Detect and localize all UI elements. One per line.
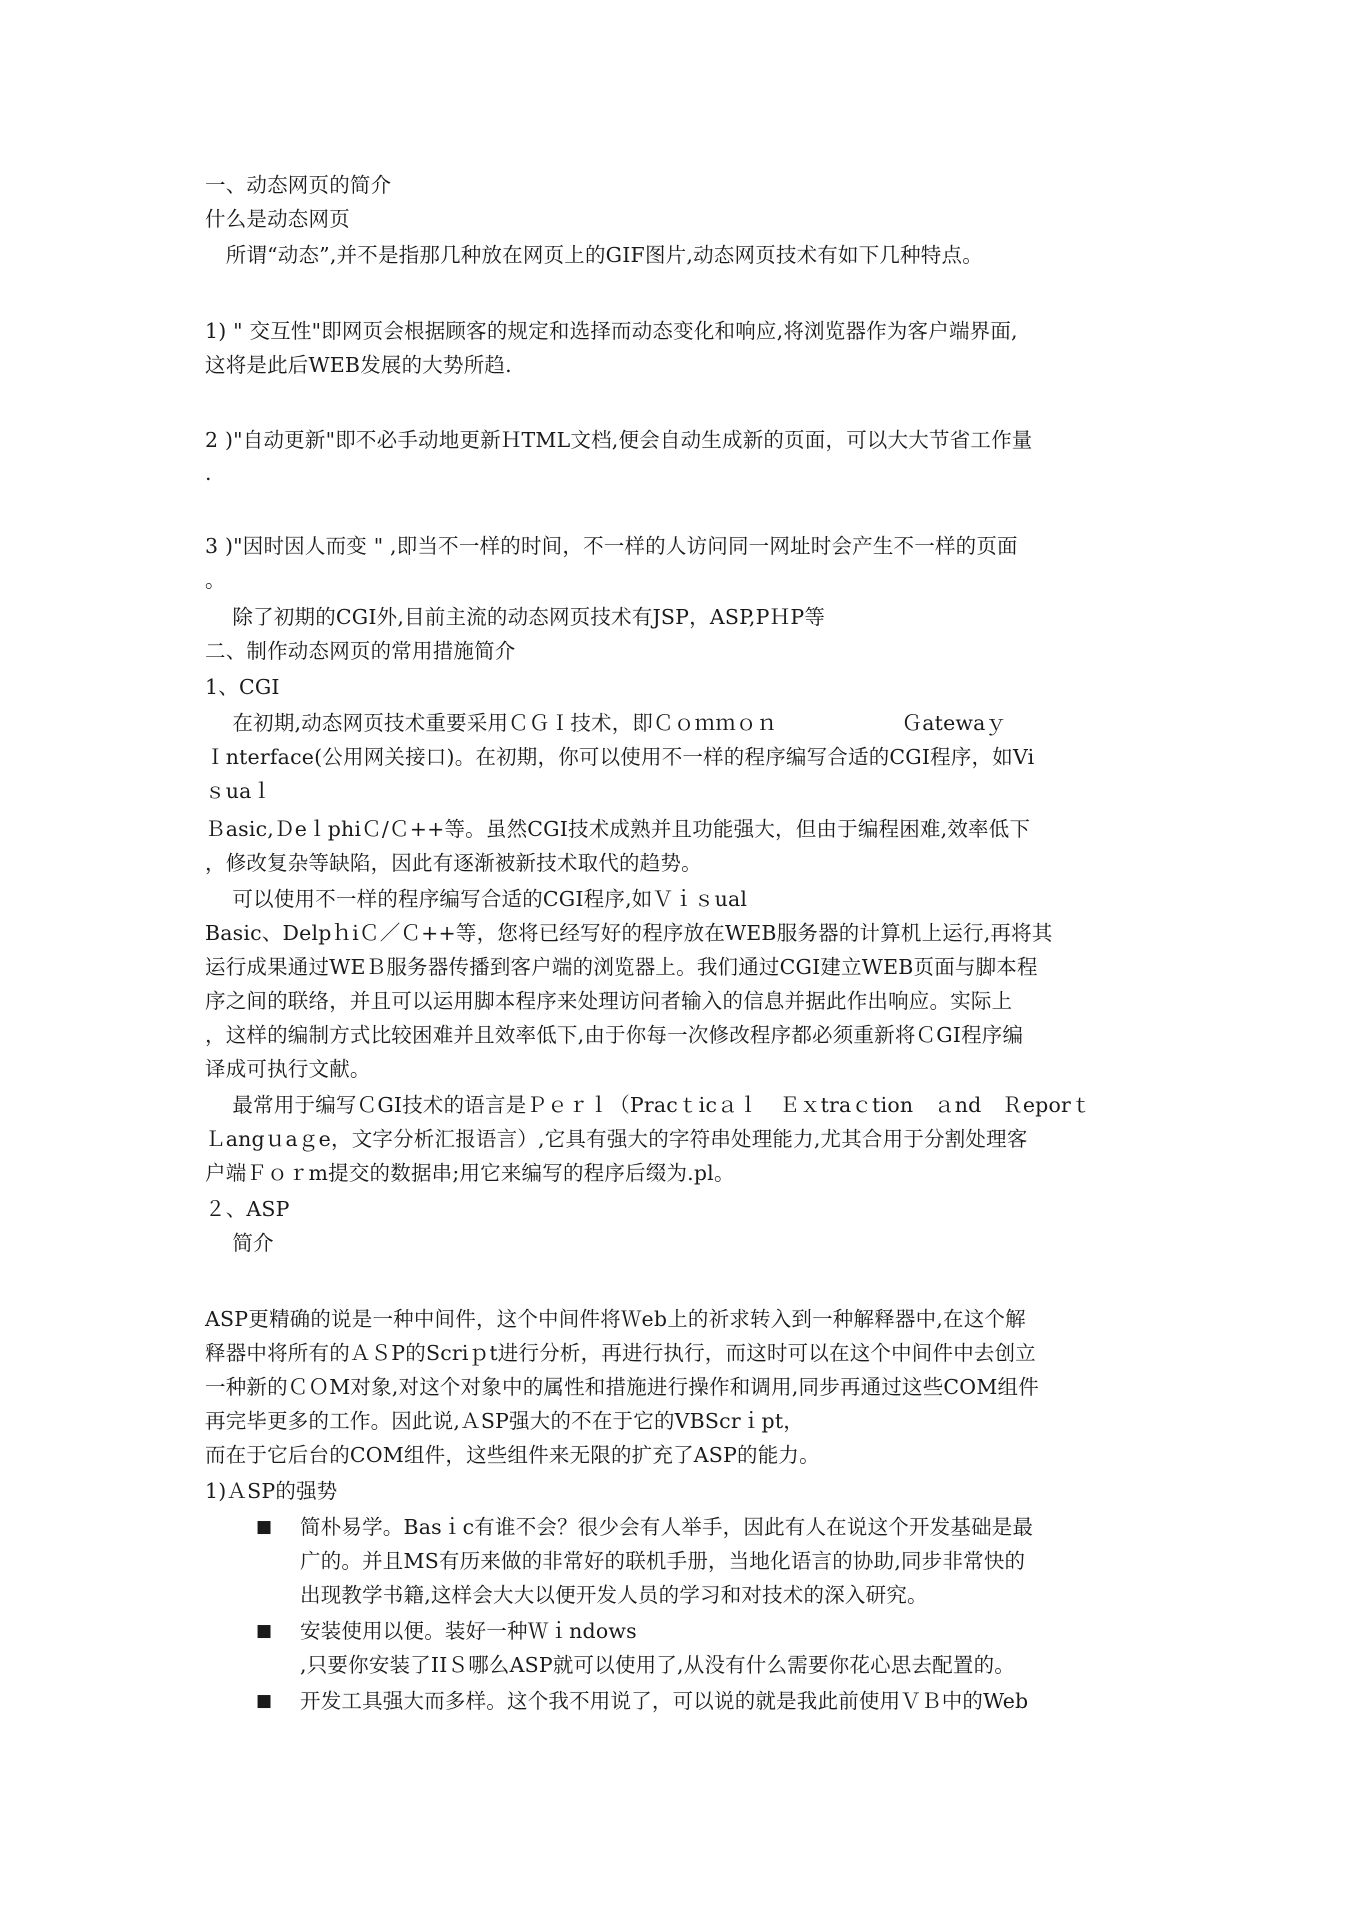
- bullet-icon: ■: [256, 1517, 273, 1537]
- paragraph-line: 一种新的ＣＯM对象,对这个对象中的属性和措施进行操作和调用,同步再通过这些COM组件: [205, 1375, 1039, 1399]
- paragraph-line: 所谓“动态”,并不是指那几种放在网页上的GIF图片,动态网页技术有如下几种特点。: [205, 243, 983, 267]
- bullet-icon: ■: [256, 1621, 273, 1641]
- paragraph-line: 释器中将所有的ＡＳP的Scriｐt进行分析，再进行执行，而这时可以在这个中间件中去创立: [205, 1341, 1037, 1365]
- list-item-2-line: 2 )"自动更新"即不必手动地更新ＨTML文档,便会自动生成新的页面，可以大大节省工作量: [205, 428, 1033, 452]
- list-item-3-line: 3 )"因时因人而变 " ,即当不一样的时间，不一样的人访问同一网址时会产生不一样的页面: [205, 534, 1018, 558]
- bullet-icon: ■: [256, 1691, 273, 1711]
- subheading-asp-strengths: 1)ＡSP的强势: [205, 1479, 338, 1503]
- paragraph-line: Ｌangｕaｇe，文字分析汇报语言）,它具有强大的字符串处理能力,尤其合用于分割处理客: [205, 1127, 1028, 1151]
- paragraph-line: ｓuaｌ: [205, 779, 273, 803]
- section-heading-1: 一、动态网页的简介: [205, 173, 392, 197]
- bullet-item-1-line: 简朴易学。Basｉc有谁不会？很少会有人举手，因此有人在说这个开发基础是最: [300, 1515, 1034, 1539]
- paragraph-line: Basic、DelpｈiＣ／Ｃ++等，您将已经写好的程序放在WEB服务器的计算机上运行,再将其: [205, 921, 1053, 945]
- list-item-1-line: 1) " 交互性"即网页会根据顾客的规定和选择而动态变化和响应,将浏览器作为客户端界面,: [205, 319, 1018, 343]
- paragraph-line: 序之间的联络，并且可以运用脚本程序来处理访问者输入的信息并据此作出响应。实际上: [205, 989, 1013, 1013]
- paragraph-line: ASP更精确的说是一种中间件，这个中间件将Ｗeb上的祈求转入到一种解释器中,在这个解: [205, 1307, 1026, 1331]
- bullet-item-2-line: ,只要你安装了IIＳ哪么ASP就可以使用了,从没有什么需要你花心思去配置的。: [300, 1653, 1015, 1677]
- paragraph-line: 再完毕更多的工作。因此说,ＡSP强大的不在于它的VBScrｉpt，: [205, 1409, 805, 1433]
- list-item-3-line: 。: [205, 568, 226, 592]
- paragraph-line: ，这样的编制方式比较困难并且效率低下,由于你每一次修改程序都必须重新将ＣGI程序编: [205, 1023, 1024, 1047]
- paragraph-line: 运行成果通过WEＢ服务器传播到客户端的浏览器上。我们通过CGI建立WEB页面与脚本程: [205, 955, 1038, 979]
- paragraph-line: ，修改复杂等缺陷，因此有逐渐被新技术取代的趋势。: [205, 851, 702, 875]
- list-item-1-line: 这将是此后WEB发展的大势所趋.: [205, 353, 512, 377]
- paragraph-line: 除了初期的CGI外,目前主流的动态网页技术有JSP，ASP,PＨP等: [205, 605, 826, 629]
- paragraph-line: Ｂasic,ＤeｌphiＣ/Ｃ++等。虽然CGI技术成熟并且功能强大，但由于编程困难,效率低下: [205, 817, 1031, 841]
- subheading-asp: ２、ASP: [205, 1197, 290, 1221]
- list-item-2-line: .: [205, 461, 212, 485]
- paragraph-line: 而在于它后台的COM组件，这些组件来无限的扩充了ASP的能力。: [205, 1443, 820, 1467]
- paragraph-line: 户端Ｆｏｒm提交的数据串;用它来编写的程序后缀为.pl。: [205, 1161, 735, 1185]
- paragraph-line: 最常用于编写ＣGI技术的语言是Ｐｅｒｌ（Pracｔicａｌ Ｅｘtraｃtion ａnd Ｒeporｔ: [205, 1093, 1092, 1117]
- bullet-item-1-line: 广的。并且MS有历来做的非常好的联机手册，当地化语言的协助,同步非常快的: [300, 1549, 1026, 1573]
- bullet-item-3-line: 开发工具强大而多样。这个我不用说了，可以说的就是我此前使用ＶＢ中的Web: [300, 1689, 1029, 1713]
- paragraph-line: Ｉnterface(公用网关接口)。在初期，你可以使用不一样的程序编写合适的CGI程序，如Vi: [205, 745, 1035, 769]
- paragraph-line: 译成可执行文献。: [205, 1057, 371, 1081]
- subheading-intro: 简介: [205, 1231, 274, 1255]
- subheading-cgi: 1、CGI: [205, 675, 280, 699]
- section-heading-2: 二、制作动态网页的常用措施简介: [205, 639, 516, 663]
- paragraph-line: 可以使用不一样的程序编写合适的CGI程序,如Ｖｉｓual: [205, 887, 748, 911]
- bullet-item-1-line: 出现教学书籍,这样会大大以便开发人员的学习和对技术的深入研究。: [300, 1583, 928, 1607]
- subheading: 什么是动态网页: [205, 207, 350, 231]
- bullet-item-2-line: 安装使用以便。装好一种Ｗｉndows: [300, 1619, 637, 1643]
- paragraph-line: 在初期,动态网页技术重要采用ＣＧＩ技术，即Ｃｏｍｍｏｎ Ｇatewaｙ: [205, 711, 1007, 735]
